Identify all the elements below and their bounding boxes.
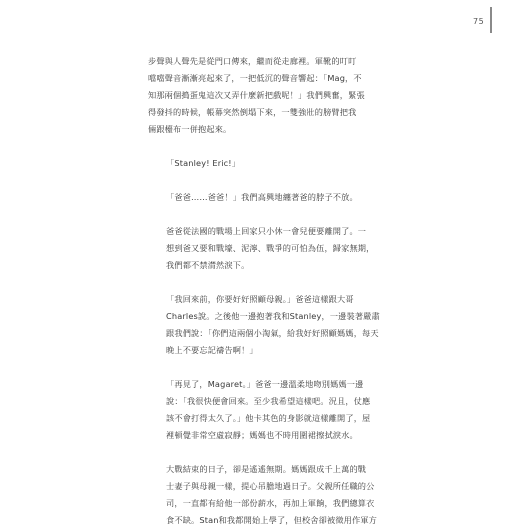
text-line: 跟我們說：「你們這兩個小淘氣，給我好好照顧媽媽，每天	[166, 328, 379, 338]
text-line: 「爸爸……爸爸！」我們高興地纏著爸的脖子不放。	[166, 192, 358, 202]
text-line: 「我回來前，你要好好照顧母親。」爸爸這樣跟大哥	[166, 294, 354, 304]
text-line: 噹噹聲音漸漸亮起來了，一把低沉的聲音響起：「Mag，不	[148, 73, 362, 83]
text-line: 晚上不要忘記禱告啊！」	[166, 345, 258, 355]
text-line: 知那兩個搗蛋鬼這次又弄什麼新把戲呢！」我們興奮，緊張	[148, 90, 365, 100]
paragraph	[148, 53, 396, 138]
text-line: 得發抖的時候，帳幕突然倒塌下來，一雙強壯的膀臂把我	[148, 107, 357, 117]
paragraph	[148, 223, 396, 274]
text-line: 爸爸從法國的戰場上回家只小休一會兒便要離開了。一	[166, 226, 367, 236]
paragraph	[148, 155, 396, 172]
text-line: 步聲與人聲先是從門口傳來，繼而從走廊裡。軍靴的叮叮	[148, 56, 357, 66]
paragraph	[148, 291, 396, 359]
paragraph-gap	[148, 206, 396, 223]
text-line: 想到爸又要和戰壕、泥濘、戰爭的可怕為伍，歸家無期，	[166, 243, 375, 253]
text-line: 食不缺。Stan和我都開始上學了，但校舍卻被徵用作軍方	[166, 515, 378, 525]
text-line: 我們都不禁潸然淚下。	[166, 260, 250, 270]
body-text	[148, 53, 396, 529]
text-line: 大戰結束的日子，卻是遙遙無期。媽媽跟成千上萬的戰	[166, 464, 367, 474]
paragraph	[148, 461, 396, 529]
text-line: 「再見了，Magaret。」爸爸一邊溫柔地吻別媽媽一邊	[166, 379, 364, 389]
paragraph-gap	[148, 274, 396, 291]
paragraph	[148, 189, 396, 206]
text-line: 士妻子與母親一樣，提心吊膽地過日子。父親所任職的公	[166, 481, 375, 491]
text-line: 說：「我很快便會回來。至少我希望這樣吧。況且，仗應	[166, 396, 371, 406]
text-line: 該不會打得太久了。」他卡其色的身影就這樣離開了，屋	[166, 413, 371, 423]
page-edge-marker	[490, 7, 492, 33]
paragraph	[148, 376, 396, 444]
page-number: 75	[473, 17, 485, 26]
paragraph-gap	[148, 138, 396, 155]
text-line: 司，一直都有給他一部份薪水，再加上軍餉，我們總算衣	[166, 498, 375, 508]
text-line: 倆跟檯布一併抱起來。	[148, 124, 232, 134]
text-line: 「Stanley! Eric!」	[166, 158, 241, 168]
paragraph-gap	[148, 172, 396, 189]
paragraph-gap	[148, 359, 396, 376]
text-line: 裡頓覺非常空虛寂靜；媽媽也不時用圍裙擦拭淚水。	[166, 430, 358, 440]
paragraph-gap	[148, 444, 396, 461]
text-line: Charles說。之後他一邊抱著我和Stanley，一邊裝著嚴肅	[166, 311, 380, 321]
